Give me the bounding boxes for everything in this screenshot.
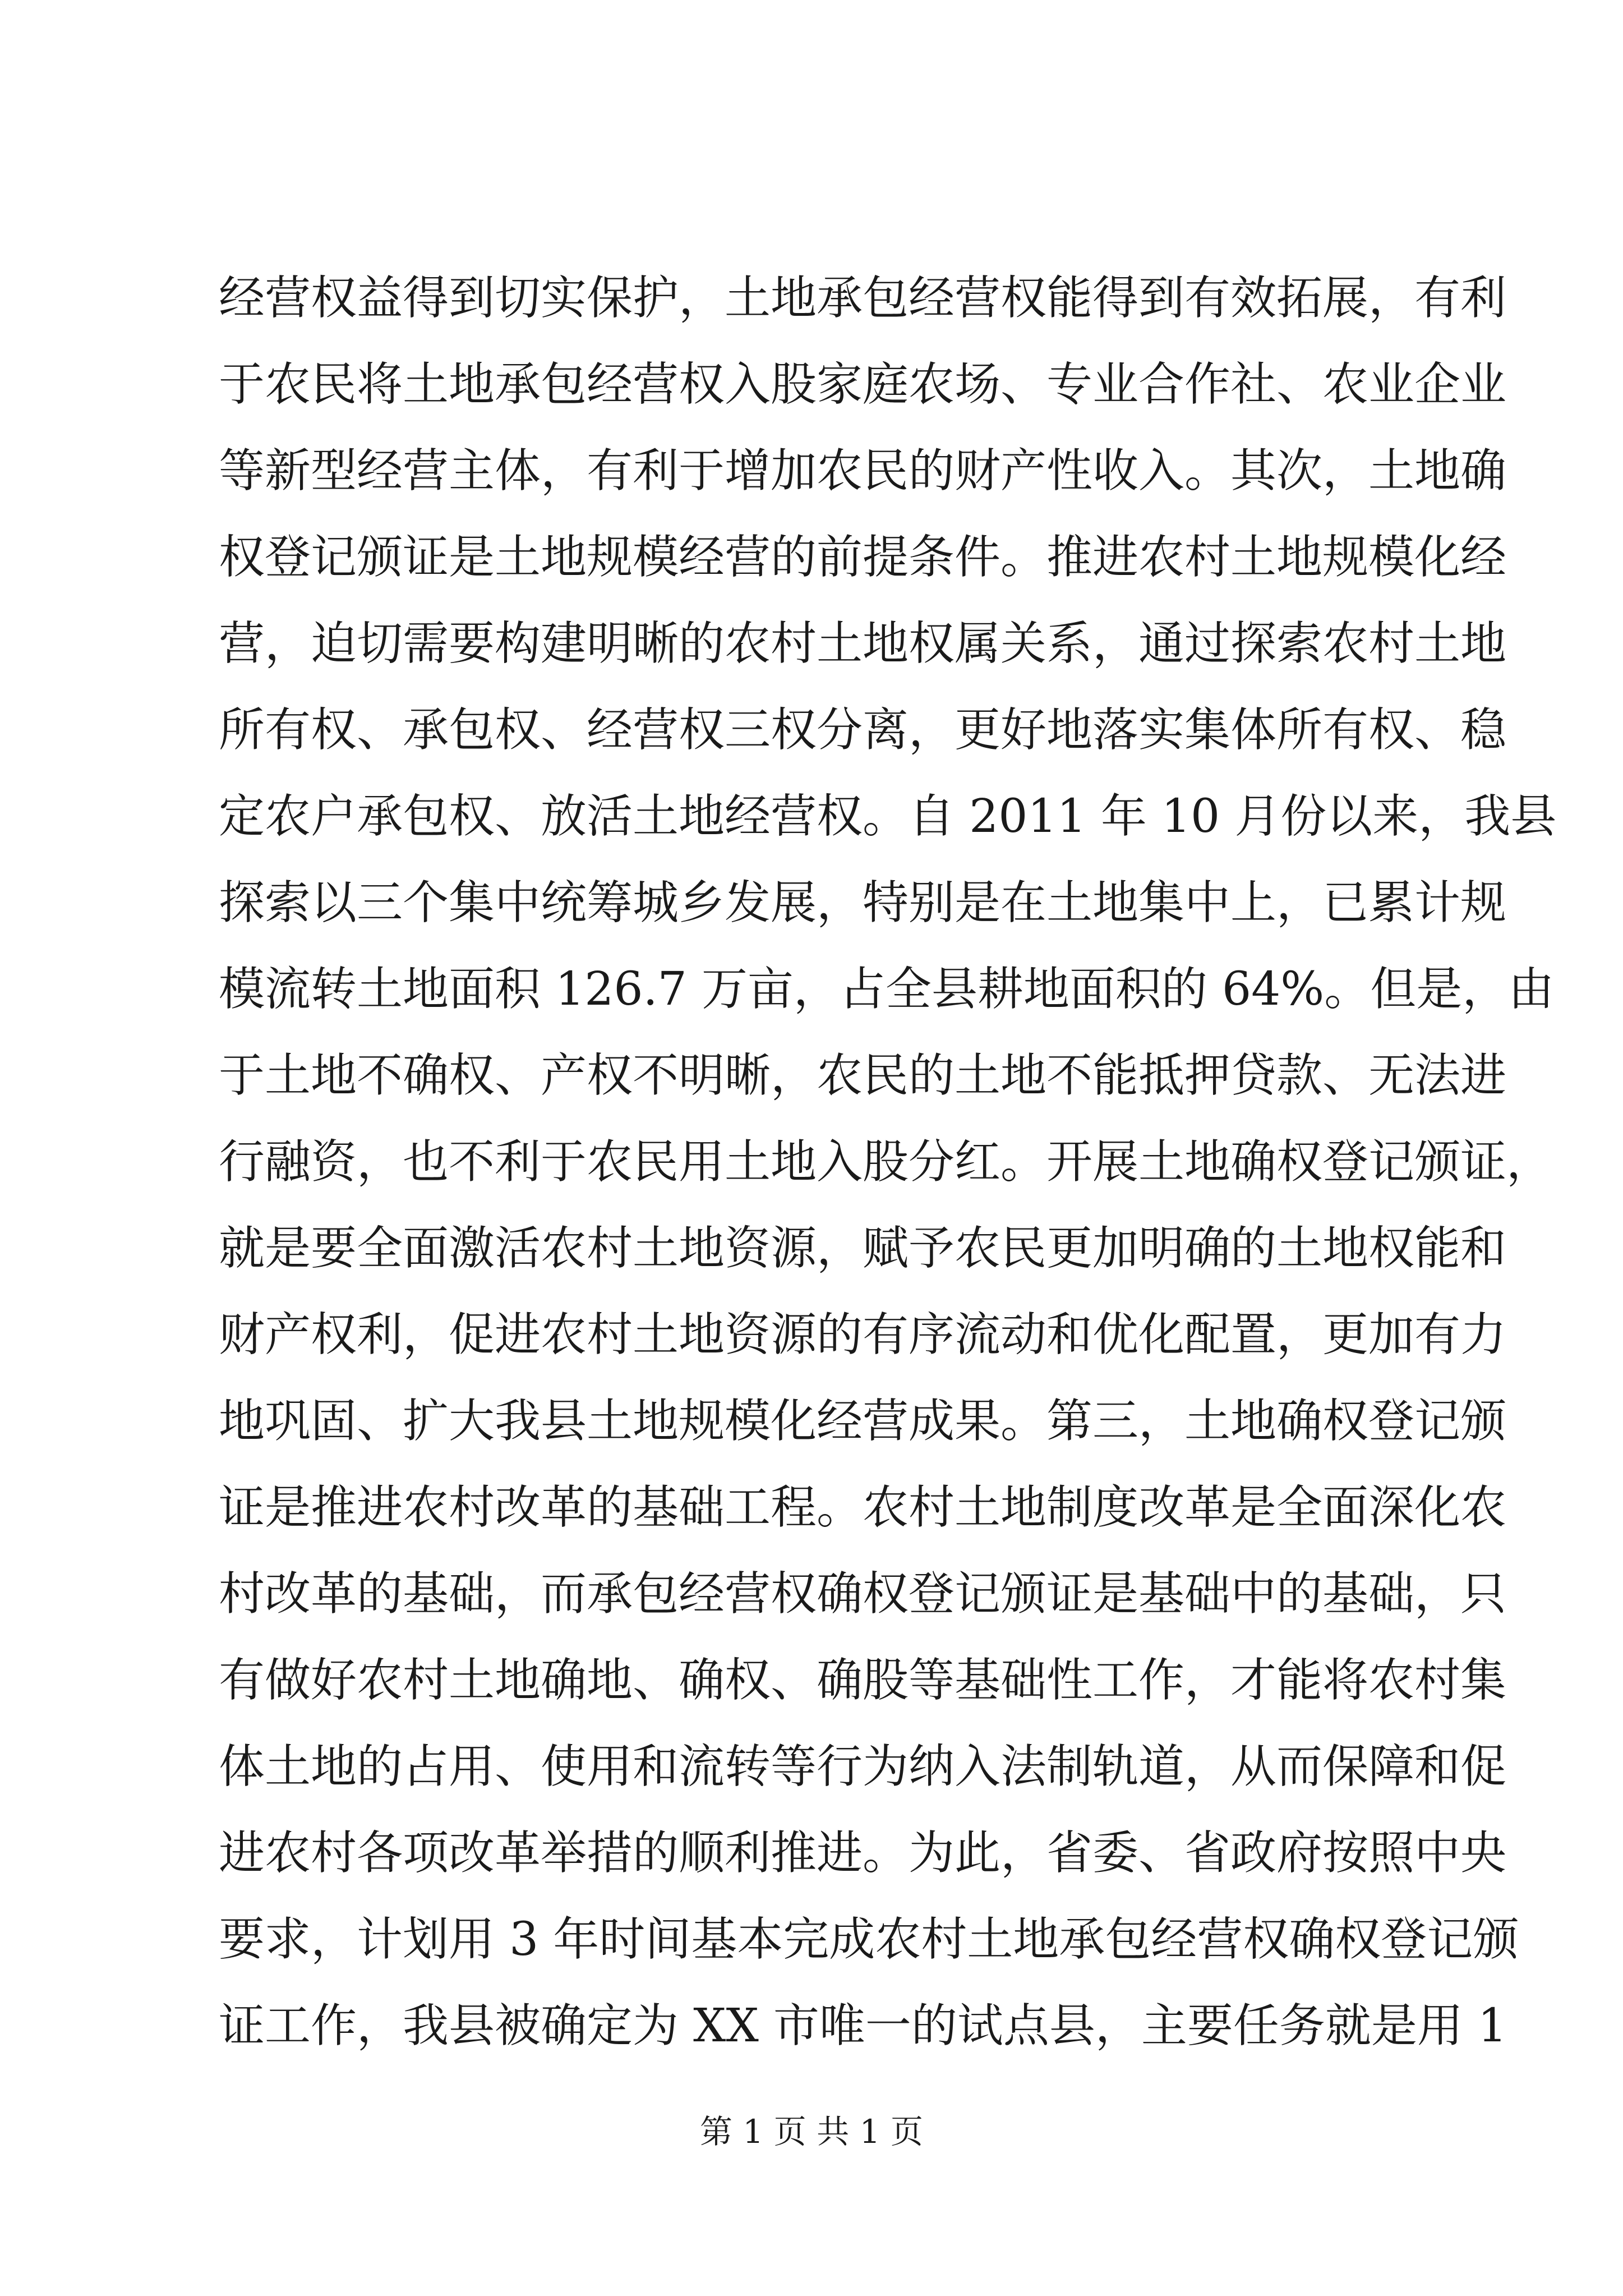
text-line: 财产权利，促进农村土地资源的有序流动和优化配置，更加有力 [219,1308,1507,1361]
text-line: 于土地不确权、产权不明晰，农民的土地不能抵押贷款、无法进 [219,1049,1507,1102]
text-line: 证工作，我县被确定为 XX 市唯一的试点县，主要任务就是用 1 [219,1999,1507,2053]
page-number-footer: 第 1 页 共 1 页 [700,2113,923,2151]
text-line: 营，迫切需要构建明晰的农村土地权属关系，通过探索农村土地 [219,617,1507,670]
text-line: 定农户承包权、放活土地经营权。自 2011 年 10 月份以来，我县 [219,790,1557,843]
text-line: 探索以三个集中统筹城乡发展，特别是在土地集中上，已累计规 [219,876,1507,930]
text-line: 行融资，也不利于农民用土地入股分红。开展土地确权登记颁证， [219,1135,1553,1189]
text-line: 证是推进农村改革的基础工程。农村土地制度改革是全面深化农 [219,1481,1507,1534]
text-line: 村改革的基础，而承包经营权确权登记颁证是基础中的基础，只 [219,1567,1507,1621]
text-line: 就是要全面激活农村土地资源，赋予农民更加明确的土地权能和 [219,1222,1507,1275]
text-line: 地巩固、扩大我县土地规模化经营成果。第三，土地确权登记颁 [219,1395,1507,1448]
text-line: 有做好农村土地确地、确权、确股等基础性工作，才能将农村集 [219,1654,1507,1707]
text-line: 模流转土地面积 126.7 万亩，占全县耕地面积的 64%。但是，由 [219,963,1555,1016]
text-line: 经营权益得到切实保护，土地承包经营权能得到有效拓展，有利 [219,272,1507,325]
text-line: 于农民将土地承包经营权入股家庭农场、专业合作社、农业企业 [219,358,1507,411]
text-line: 权登记颁证是土地规模经营的前提条件。推进农村土地规模化经 [219,531,1507,584]
text-line: 所有权、承包权、经营权三权分离，更好地落实集体所有权、稳 [219,703,1507,757]
text-line: 体土地的占用、使用和流转等行为纳入法制轨道，从而保障和促 [219,1740,1507,1793]
text-line: 进农村各项改革举措的顺利推进。为此，省委、省政府按照中央 [219,1826,1507,1880]
body-text [219,255,1557,2069]
text-line: 要求，计划用 3 年时间基本完成农村土地承包经营权确权登记颁 [219,1913,1519,1966]
text-line: 等新型经营主体，有利于增加农民的财产性收入。其次，土地确 [219,444,1507,498]
